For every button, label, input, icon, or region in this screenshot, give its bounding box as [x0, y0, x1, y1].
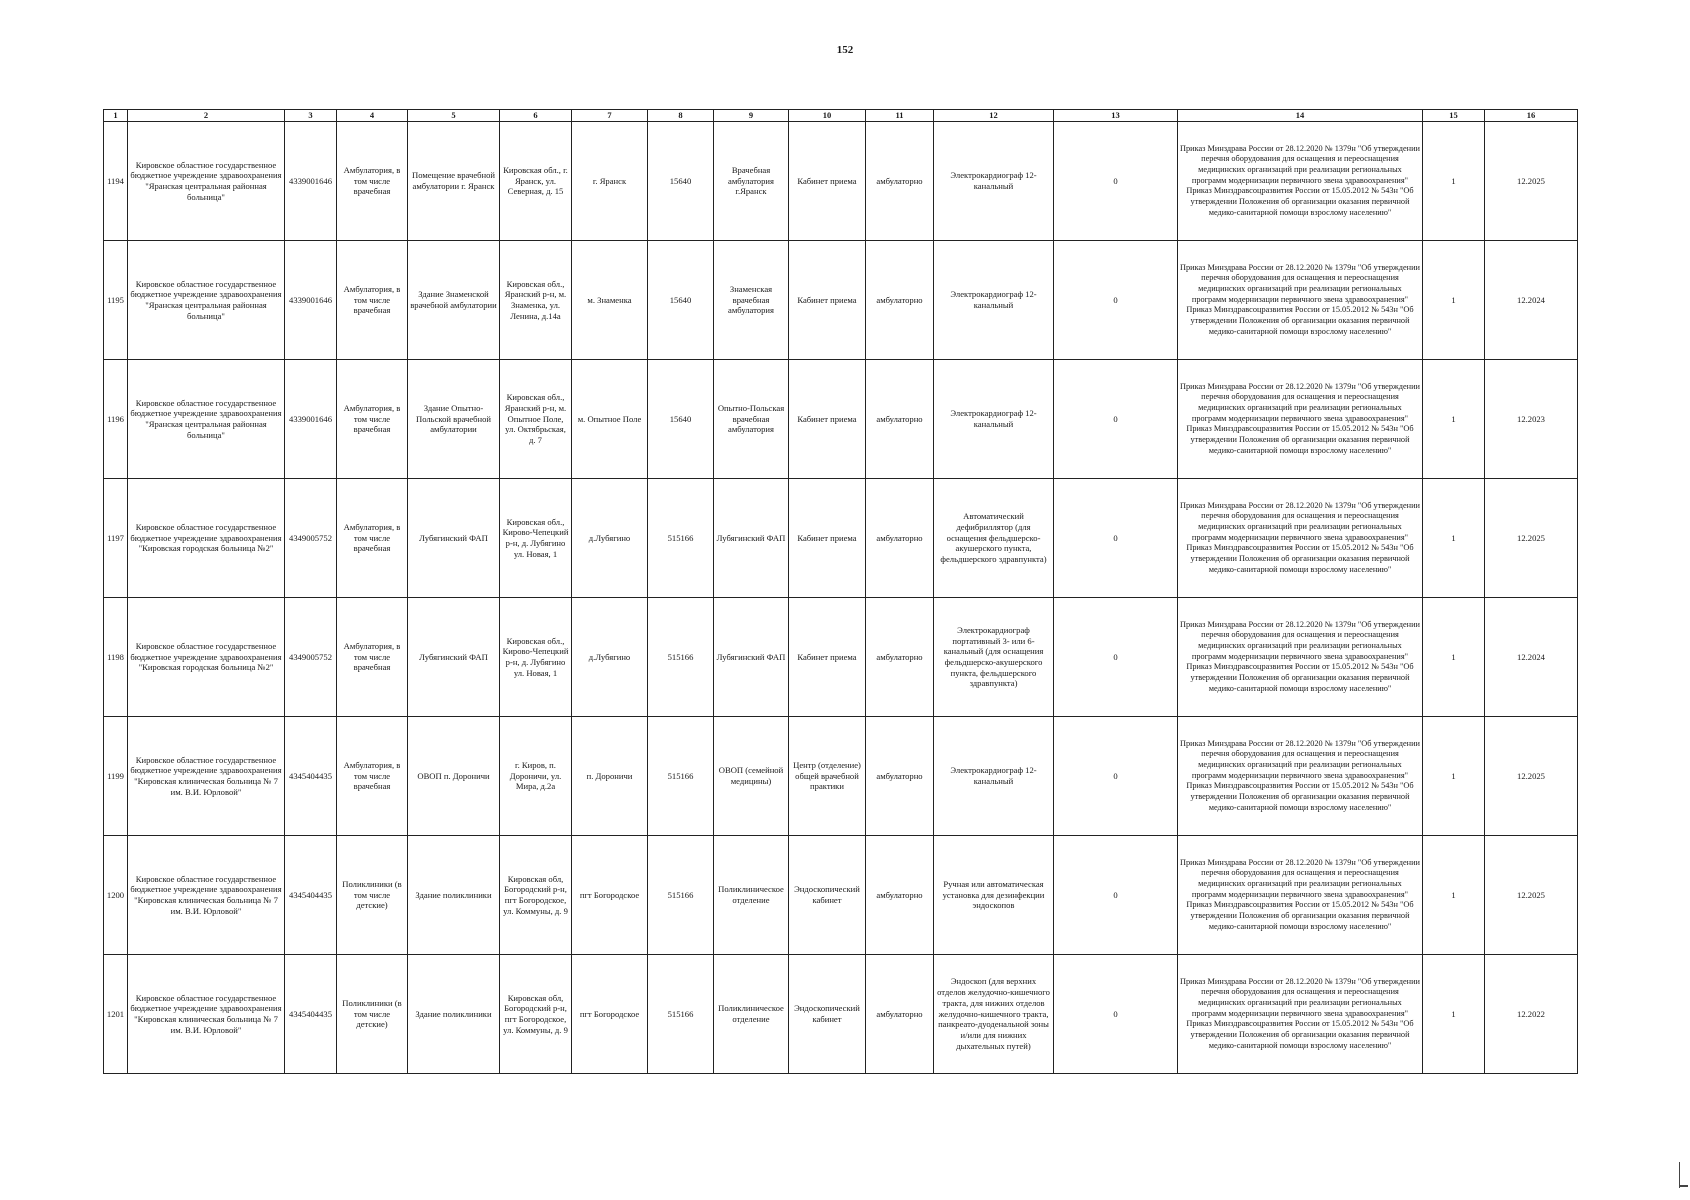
row-number-cell: 1194 [104, 122, 128, 241]
locality-cell: пгт Богородское [572, 955, 648, 1074]
table-row [104, 598, 1578, 717]
equipment-name-cell: Электрокардиограф 12-канальный [934, 360, 1054, 479]
delivery-date-cell: 12.2025 [1485, 122, 1578, 241]
care-form-cell: амбулаторно [866, 241, 934, 360]
column-number-11: 11 [866, 110, 934, 122]
room-name-cell: Кабинет приема [789, 122, 866, 241]
organization-name-cell: Кировское областное государственное бюджетное учреждение здравоохранения "Кировская городская больница №2" [128, 479, 285, 598]
quantity-needed-cell: 1 [1423, 479, 1485, 598]
room-name-cell: Эндоскопический кабинет [789, 836, 866, 955]
care-form-cell: амбулаторно [866, 479, 934, 598]
quantity-needed-cell: 1 [1423, 717, 1485, 836]
division-name-cell: Лубягинский ФАП [714, 598, 789, 717]
current-quantity-cell: 0 [1054, 836, 1178, 955]
table-row [104, 241, 1578, 360]
inn-code-cell: 4339001646 [285, 241, 337, 360]
address-cell: Кировская обл., Кирово-Чепецкий р-н, д. Лубягино ул. Новая, 1 [500, 598, 572, 717]
oktmo-code-cell: 15640 [648, 241, 714, 360]
table-row [104, 360, 1578, 479]
column-number-15: 15 [1423, 110, 1485, 122]
column-number-7: 7 [572, 110, 648, 122]
current-quantity-cell: 0 [1054, 122, 1178, 241]
current-quantity-cell: 0 [1054, 241, 1178, 360]
organization-name-cell: Кировское областное государственное бюджетное учреждение здравоохранения "Кировская клиническая больница № 7 им. В.И. Юрловой" [128, 836, 285, 955]
delivery-date-cell: 12.2024 [1485, 598, 1578, 717]
legal-basis-cell: Приказ Минздрава России от 28.12.2020 № 1379н "Об утверждении перечня оборудования для оснащения и переоснащения медицинских организаций при реализации региональных программ модернизации первичного звена здравоохранения" Приказ Минздравсоцразвития России от 15.05.2012 № 543н "Об утверждении Положения об организации оказания первичной медико-санитарной помощи взрослому населению" [1178, 479, 1423, 598]
table-body [104, 122, 1578, 1074]
table-row [104, 717, 1578, 836]
delivery-date-cell: 12.2025 [1485, 479, 1578, 598]
building-name-cell: ОВОП п. Дороничи [408, 717, 500, 836]
division-name-cell: Лубягинский ФАП [714, 479, 789, 598]
facility-type-cell: Амбулатория, в том числе врачебная [337, 717, 408, 836]
care-form-cell: амбулаторно [866, 955, 934, 1074]
facility-type-cell: Амбулатория, в том числе врачебная [337, 122, 408, 241]
locality-cell: д.Лубягино [572, 598, 648, 717]
locality-cell: г. Яранск [572, 122, 648, 241]
facility-type-cell: Поликлиники (в том числе детские) [337, 836, 408, 955]
oktmo-code-cell: 515166 [648, 717, 714, 836]
legal-basis-cell: Приказ Минздрава России от 28.12.2020 № 1379н "Об утверждении перечня оборудования для оснащения и переоснащения медицинских организаций при реализации региональных программ модернизации первичного звена здравоохранения" Приказ Минздравсоцразвития России от 15.05.2012 № 543н "Об утверждении Положения об организации оказания первичной медико-санитарной помощи взрослому населению" [1178, 360, 1423, 479]
row-number-cell: 1195 [104, 241, 128, 360]
row-number-cell: 1201 [104, 955, 128, 1074]
inn-code-cell: 4345404435 [285, 955, 337, 1074]
equipment-name-cell: Ручная или автоматическая установка для дезинфекции эндоскопов [934, 836, 1054, 955]
column-number-8: 8 [648, 110, 714, 122]
page-number: 152 [836, 44, 854, 56]
scan-edge-mark [1680, 1185, 1688, 1187]
care-form-cell: амбулаторно [866, 836, 934, 955]
inn-code-cell: 4349005752 [285, 598, 337, 717]
legal-basis-cell: Приказ Минздрава России от 28.12.2020 № 1379н "Об утверждении перечня оборудования для оснащения и переоснащения медицинских организаций при реализации региональных программ модернизации первичного звена здравоохранения" Приказ Минздравсоцразвития России от 15.05.2012 № 543н "Об утверждении Положения об организации оказания первичной медико-санитарной помощи взрослому населению" [1178, 122, 1423, 241]
oktmo-code-cell: 515166 [648, 598, 714, 717]
care-form-cell: амбулаторно [866, 598, 934, 717]
column-number-6: 6 [500, 110, 572, 122]
column-number-4: 4 [337, 110, 408, 122]
delivery-date-cell: 12.2024 [1485, 241, 1578, 360]
oktmo-code-cell: 515166 [648, 955, 714, 1074]
locality-cell: м. Знаменка [572, 241, 648, 360]
oktmo-code-cell: 15640 [648, 122, 714, 241]
building-name-cell: Лубягинский ФАП [408, 598, 500, 717]
inn-code-cell: 4345404435 [285, 836, 337, 955]
oktmo-code-cell: 515166 [648, 836, 714, 955]
building-name-cell: Лубягинский ФАП [408, 479, 500, 598]
facility-type-cell: Амбулатория, в том числе врачебная [337, 598, 408, 717]
oktmo-code-cell: 15640 [648, 360, 714, 479]
quantity-needed-cell: 1 [1423, 360, 1485, 479]
column-number-16: 16 [1485, 110, 1578, 122]
address-cell: Кировская обл., г. Яранск, ул. Северная, д. 15 [500, 122, 572, 241]
quantity-needed-cell: 1 [1423, 836, 1485, 955]
locality-cell: м. Опытное Поле [572, 360, 648, 479]
delivery-date-cell: 12.2025 [1485, 836, 1578, 955]
quantity-needed-cell: 1 [1423, 598, 1485, 717]
locality-cell: п. Дороничи [572, 717, 648, 836]
current-quantity-cell: 0 [1054, 955, 1178, 1074]
room-name-cell: Кабинет приема [789, 479, 866, 598]
building-name-cell: Здание Опытно-Польской врачебной амбулатории [408, 360, 500, 479]
column-number-12: 12 [934, 110, 1054, 122]
equipment-register-table [103, 109, 1578, 1074]
row-number-cell: 1197 [104, 479, 128, 598]
table-row [104, 955, 1578, 1074]
legal-basis-cell: Приказ Минздрава России от 28.12.2020 № 1379н "Об утверждении перечня оборудования для оснащения и переоснащения медицинских организаций при реализации региональных программ модернизации первичного звена здравоохранения" Приказ Минздравсоцразвития России от 15.05.2012 № 543н "Об утверждении Положения об организации оказания первичной медико-санитарной помощи взрослому населению" [1178, 241, 1423, 360]
address-cell: г. Киров, п. Дороничи, ул. Мира, д.2а [500, 717, 572, 836]
division-name-cell: Знаменская врачебная амбулатория [714, 241, 789, 360]
room-name-cell: Кабинет приема [789, 360, 866, 479]
organization-name-cell: Кировское областное государственное бюджетное учреждение здравоохранения "Яранская центральная районная больница" [128, 122, 285, 241]
column-number-2: 2 [128, 110, 285, 122]
facility-type-cell: Амбулатория, в том числе врачебная [337, 479, 408, 598]
equipment-name-cell: Электрокардиограф 12-канальный [934, 241, 1054, 360]
column-number-10: 10 [789, 110, 866, 122]
equipment-name-cell: Электрокардиограф портативный 3- или 6-канальный (для оснащения фельдшерско-акушерского пункта, фельдшерского здравпункта) [934, 598, 1054, 717]
inn-code-cell: 4349005752 [285, 479, 337, 598]
organization-name-cell: Кировское областное государственное бюджетное учреждение здравоохранения "Кировская городская больница №2" [128, 598, 285, 717]
inn-code-cell: 4339001646 [285, 122, 337, 241]
division-name-cell: Поликлиническое отделение [714, 955, 789, 1074]
delivery-date-cell: 12.2025 [1485, 717, 1578, 836]
row-number-cell: 1198 [104, 598, 128, 717]
column-number-1: 1 [104, 110, 128, 122]
legal-basis-cell: Приказ Минздрава России от 28.12.2020 № 1379н "Об утверждении перечня оборудования для оснащения и переоснащения медицинских организаций при реализации региональных программ модернизации первичного звена здравоохранения" Приказ Минздравсоцразвития России от 15.05.2012 № 543н "Об утверждении Положения об организации оказания первичной медико-санитарной помощи взрослому населению" [1178, 717, 1423, 836]
address-cell: Кировская обл., Яранский р-н, м. Знаменка, ул. Ленина, д.14а [500, 241, 572, 360]
facility-type-cell: Поликлиники (в том числе детские) [337, 955, 408, 1074]
building-name-cell: Помещение врачебной амбулатории г. Яранск [408, 122, 500, 241]
care-form-cell: амбулаторно [866, 122, 934, 241]
division-name-cell: ОВОП (семейной медицины) [714, 717, 789, 836]
column-number-13: 13 [1054, 110, 1178, 122]
row-number-cell: 1196 [104, 360, 128, 479]
room-name-cell: Кабинет приема [789, 241, 866, 360]
locality-cell: д.Лубягино [572, 479, 648, 598]
organization-name-cell: Кировское областное государственное бюджетное учреждение здравоохранения "Яранская центральная районная больница" [128, 241, 285, 360]
table-row [104, 836, 1578, 955]
current-quantity-cell: 0 [1054, 717, 1178, 836]
quantity-needed-cell: 1 [1423, 241, 1485, 360]
room-name-cell: Центр (отделение) общей врачебной практики [789, 717, 866, 836]
division-name-cell: Поликлиническое отделение [714, 836, 789, 955]
quantity-needed-cell: 1 [1423, 955, 1485, 1074]
care-form-cell: амбулаторно [866, 360, 934, 479]
legal-basis-cell: Приказ Минздрава России от 28.12.2020 № 1379н "Об утверждении перечня оборудования для оснащения и переоснащения медицинских организаций при реализации региональных программ модернизации первичного звена здравоохранения" Приказ Минздравсоцразвития России от 15.05.2012 № 543н "Об утверждении Положения об организации оказания первичной медико-санитарной помощи взрослому населению" [1178, 955, 1423, 1074]
quantity-needed-cell: 1 [1423, 122, 1485, 241]
current-quantity-cell: 0 [1054, 360, 1178, 479]
building-name-cell: Здание поликлиники [408, 836, 500, 955]
facility-type-cell: Амбулатория, в том числе врачебная [337, 241, 408, 360]
delivery-date-cell: 12.2022 [1485, 955, 1578, 1074]
care-form-cell: амбулаторно [866, 717, 934, 836]
locality-cell: пгт Богородское [572, 836, 648, 955]
organization-name-cell: Кировское областное государственное бюджетное учреждение здравоохранения "Кировская клиническая больница № 7 им. В.И. Юрловой" [128, 717, 285, 836]
address-cell: Кировская обл, Богородский р-н, пгт Богородское, ул. Коммуны, д. 9 [500, 836, 572, 955]
column-number-3: 3 [285, 110, 337, 122]
division-name-cell: Опытно-Польская врачебная амбулатория [714, 360, 789, 479]
address-cell: Кировская обл, Богородский р-н, пгт Богородское, ул. Коммуны, д. 9 [500, 955, 572, 1074]
delivery-date-cell: 12.2023 [1485, 360, 1578, 479]
column-number-9: 9 [714, 110, 789, 122]
oktmo-code-cell: 515166 [648, 479, 714, 598]
address-cell: Кировская обл., Яранский р-н, м. Опытное Поле, ул. Октябрьская, д. 7 [500, 360, 572, 479]
room-name-cell: Эндоскопический кабинет [789, 955, 866, 1074]
table-row [104, 479, 1578, 598]
address-cell: Кировская обл., Кирово-Чепецкий р-н, д. Лубягино ул. Новая, 1 [500, 479, 572, 598]
legal-basis-cell: Приказ Минздрава России от 28.12.2020 № 1379н "Об утверждении перечня оборудования для оснащения и переоснащения медицинских организаций при реализации региональных программ модернизации первичного звена здравоохранения" Приказ Минздравсоцразвития России от 15.05.2012 № 543н "Об утверждении Положения об организации оказания первичной медико-санитарной помощи взрослому населению" [1178, 598, 1423, 717]
table-row [104, 122, 1578, 241]
building-name-cell: Здание поликлиники [408, 955, 500, 1074]
inn-code-cell: 4339001646 [285, 360, 337, 479]
room-name-cell: Кабинет приема [789, 598, 866, 717]
equipment-name-cell: Эндоскоп (для верхних отделов желудочно-кишечного тракта, для нижних отделов желудочно-кишечного тракта, панкреато-дуоденальной зоны и/или для нижних дыхательных путей) [934, 955, 1054, 1074]
current-quantity-cell: 0 [1054, 479, 1178, 598]
organization-name-cell: Кировское областное государственное бюджетное учреждение здравоохранения "Кировская клиническая больница № 7 им. В.И. Юрловой" [128, 955, 285, 1074]
organization-name-cell: Кировское областное государственное бюджетное учреждение здравоохранения "Яранская центральная районная больница" [128, 360, 285, 479]
equipment-name-cell: Электрокардиограф 12-канальный [934, 717, 1054, 836]
equipment-name-cell: Электрокардиограф 12-канальный [934, 122, 1054, 241]
current-quantity-cell: 0 [1054, 598, 1178, 717]
division-name-cell: Врачебная амбулатория г.Яранск [714, 122, 789, 241]
inn-code-cell: 4345404435 [285, 717, 337, 836]
row-number-cell: 1200 [104, 836, 128, 955]
legal-basis-cell: Приказ Минздрава России от 28.12.2020 № 1379н "Об утверждении перечня оборудования для оснащения и переоснащения медицинских организаций при реализации региональных программ модернизации первичного звена здравоохранения" Приказ Минздравсоцразвития России от 15.05.2012 № 543н "Об утверждении Положения об организации оказания первичной медико-санитарной помощи взрослому населению" [1178, 836, 1423, 955]
building-name-cell: Здание Знаменской врачебной амбулатории [408, 241, 500, 360]
column-number-row [104, 110, 1578, 122]
column-number-14: 14 [1178, 110, 1423, 122]
row-number-cell: 1199 [104, 717, 128, 836]
equipment-name-cell: Автоматический дефибриллятор (для оснащения фельдшерско-акушерского пункта, фельдшерского здравпункта) [934, 479, 1054, 598]
column-number-5: 5 [408, 110, 500, 122]
facility-type-cell: Амбулатория, в том числе врачебная [337, 360, 408, 479]
